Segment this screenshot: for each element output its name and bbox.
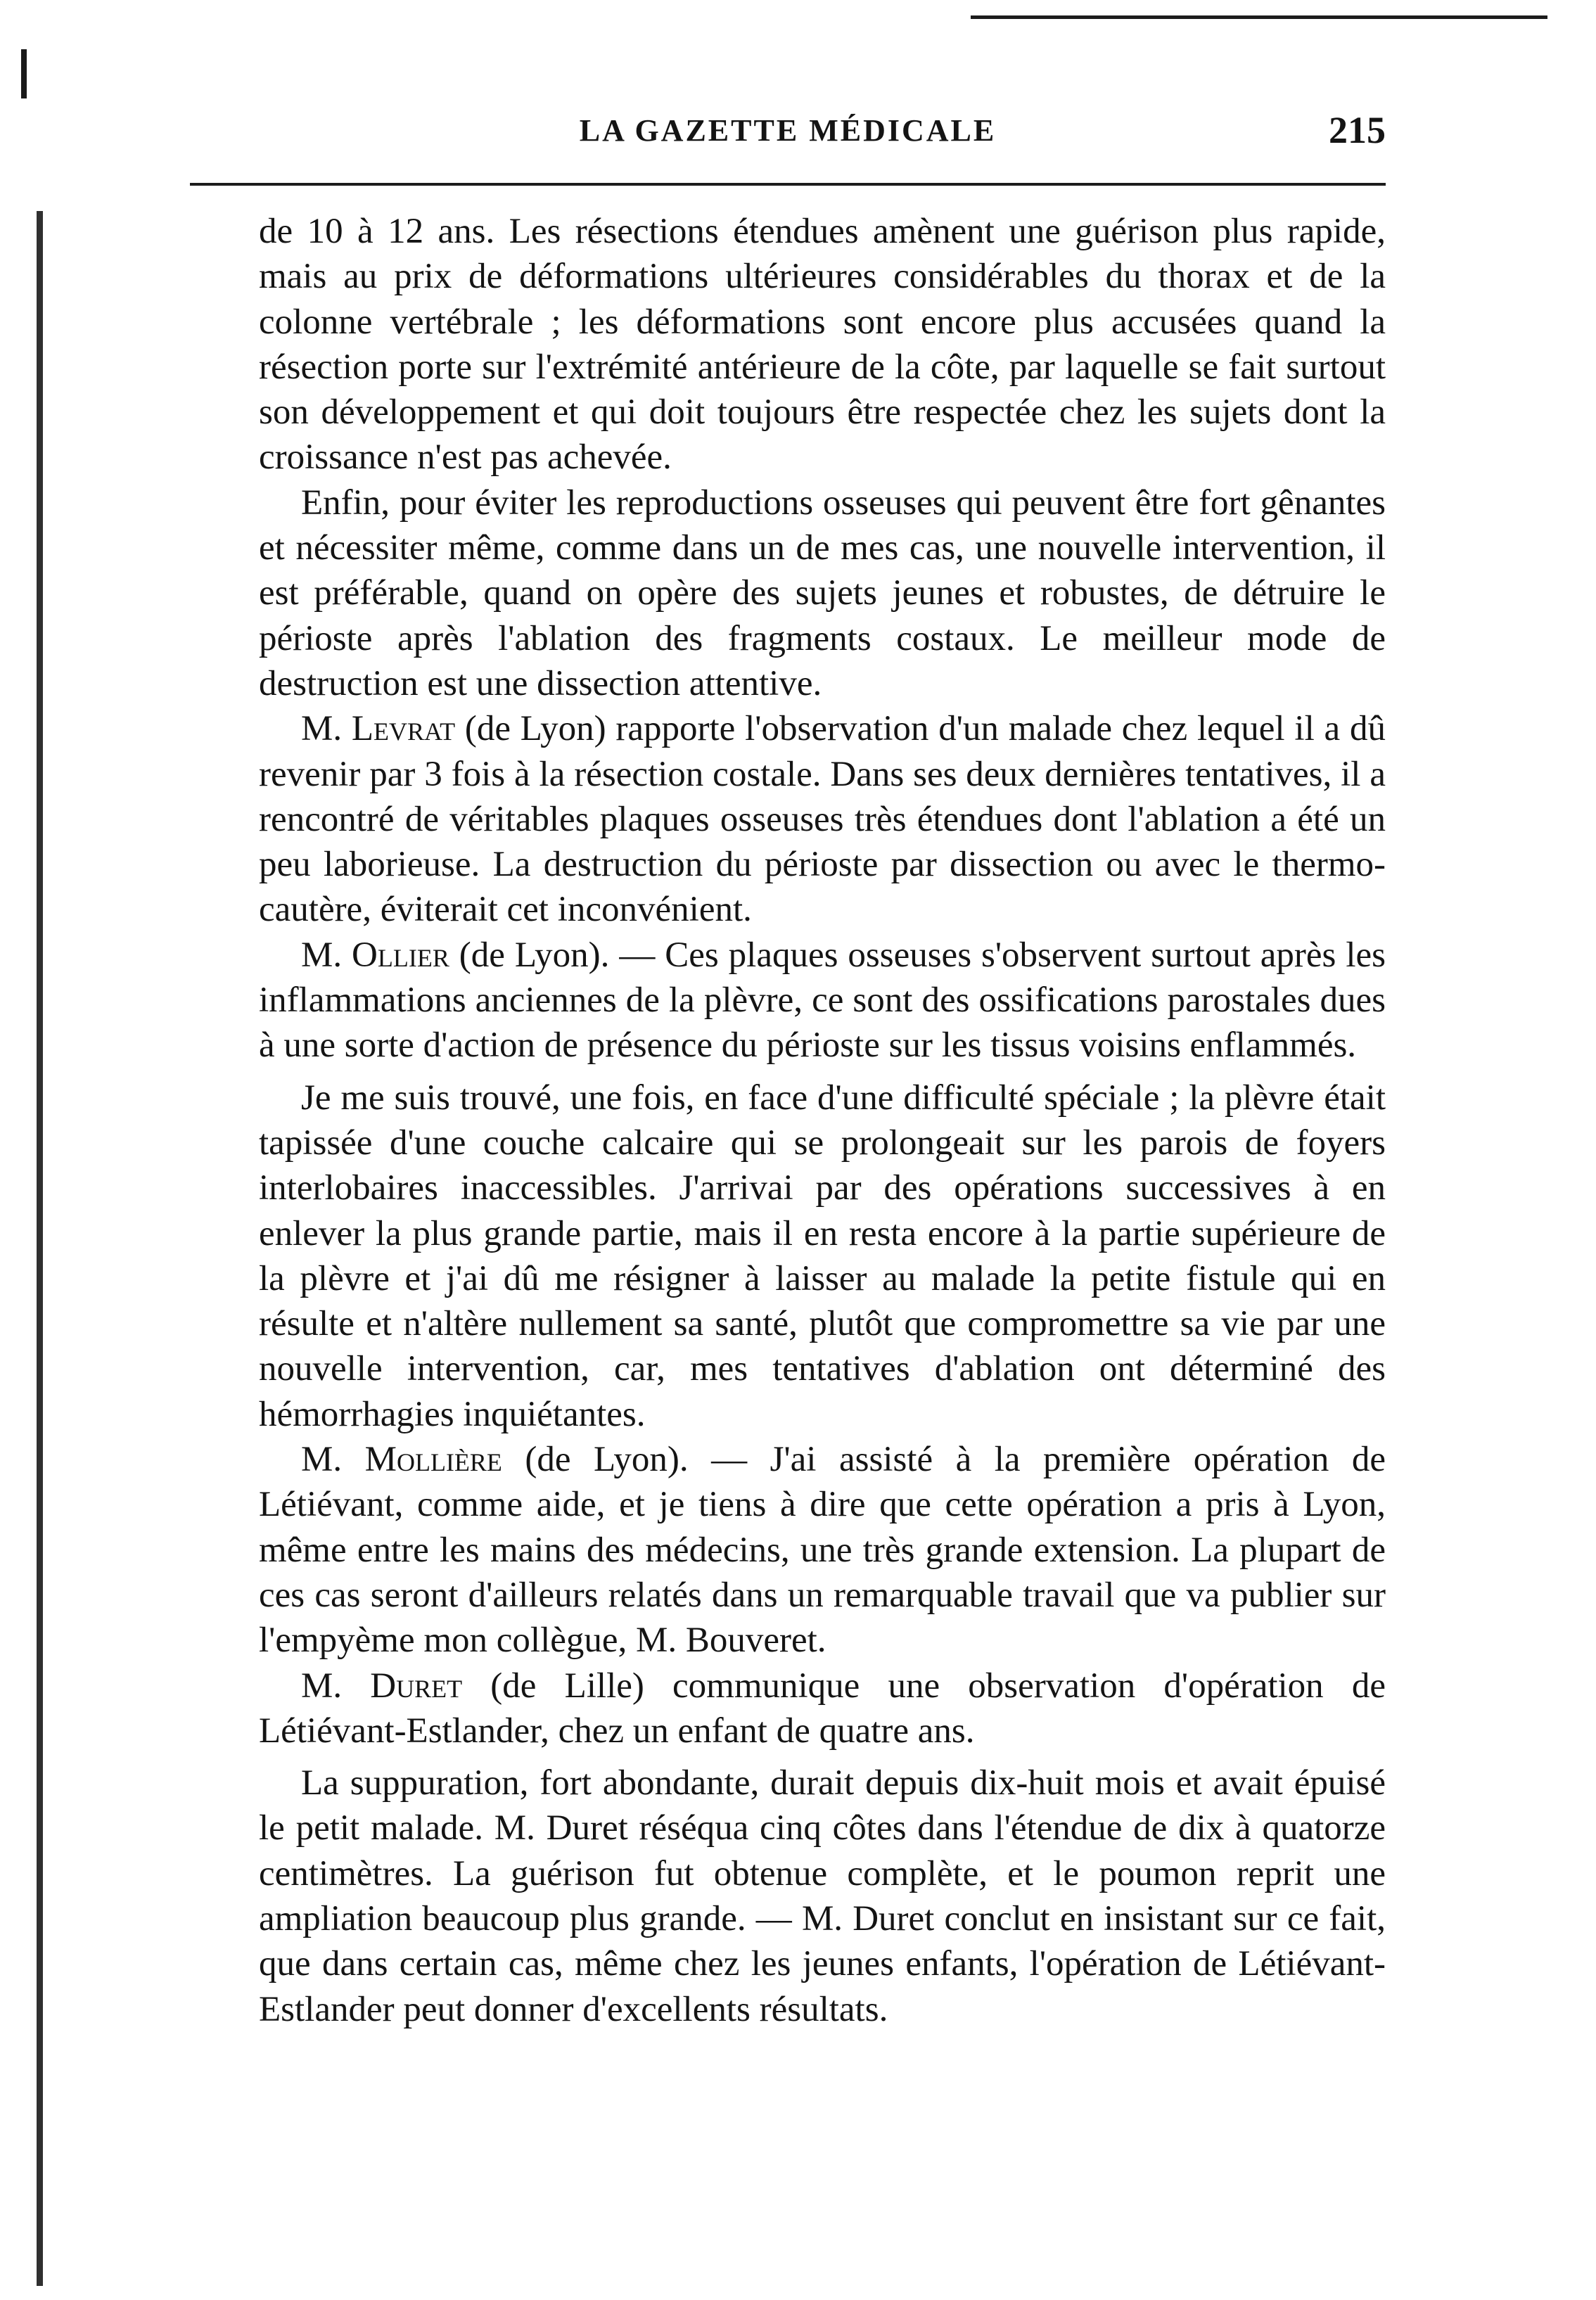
paragraph — [259, 1761, 1386, 2032]
article-body — [259, 209, 1386, 2032]
binding-mark — [21, 49, 27, 98]
speaker-paragraph — [259, 706, 1386, 932]
speaker-prefix: M. — [301, 935, 352, 975]
speaker-prefix: M. — [301, 709, 352, 749]
paragraph-text: (de Lyon). — J'ai assisté à la première opération de Létiévant, comme aide, et je tiens à dire que cette opération a pris à Lyon, même entre les mains des médecins, une très grande extension. La plupart de ces cas seront d'ailleurs relatés dans un remarquable travail que va publier sur l'empyème mon collègue, M. Bouveret. — [259, 1440, 1386, 1661]
paragraph-text: (de Lille) communique une observation d'opération de Létiévant-Estlander, chez un enfant de quatre ans. — [259, 1666, 1386, 1751]
speaker-prefix: M. — [301, 1666, 371, 1706]
speaker-paragraph — [259, 933, 1386, 1068]
speaker-paragraph — [259, 1437, 1386, 1663]
top-edge-rule — [971, 15, 1547, 19]
paragraph-text: La suppuration, fort abondante, durait depuis dix-huit mois et avait épuisé le petit malade. M. Duret réséqua cinq côtes dans l'étendue de dix à quatorze centimètres. La guérison fut obtenue complète, et le poumon reprit une ampliation beaucoup plus grande. — M. Duret conclut en insistant sur ce fait, que dans certain cas, même chez les jeunes enfants, l'opération de Létiévant-Estlander peut donner d'excellents résultats. — [259, 1763, 1386, 2029]
paragraph-text: de 10 à 12 ans. Les résections étendues amènent une guérison plus rapide, mais au prix de déformations ultérieures considérables du thorax et de la colonne vertébrale ; les déformations sont encore plus accusées quand la résection porte sur l'extrémité antérieure de la côte, par laquelle se fait surtout son développement et qui doit toujours être respectée chez les sujets dont la croissance n'est pas achevée. — [259, 212, 1386, 478]
speaker-prefix: M. — [301, 1440, 365, 1480]
header-rule — [190, 183, 1386, 186]
paragraph-text: (de Lyon). — Ces plaques osseuses s'observent surtout après les inflammations anciennes de la plèvre, ce sont des ossifications parostales dues à une sorte d'action de présence du périoste sur les tissus voisins enflammés. — [259, 935, 1386, 1066]
paragraph-text: Je me suis trouvé, une fois, en face d'une difficulté spéciale ; la plèvre était tapissée d'une couche calcaire qui se prolongeait sur les parois de foyers interlobaires inaccessibles. J'arrivai par des opérations successives à en enlever la plus grande partie, mais il en resta encore à la partie supérieure de la plèvre et j'ai dû me résigner à laisser au malade la petite fistule qui en résulte et n'altère nullement sa santé, plutôt que compromettre sa vie par une nouvelle intervention, car, mes tentatives d'ablation ont déterminé des hémorrhagies inquiétantes. — [259, 1078, 1386, 1434]
paragraph-continuation — [259, 209, 1386, 480]
paragraph — [259, 1075, 1386, 1437]
speaker-name: Duret — [370, 1666, 463, 1706]
speaker-paragraph — [259, 1663, 1386, 1754]
speaker-name: Levrat — [351, 709, 456, 749]
paragraph — [259, 480, 1386, 706]
paragraph-text: (de Lyon) rapporte l'observation d'un malade chez lequel il a dû revenir par 3 fois à la résection costale. Dans ses deux dernières tentatives, il a rencontré de véritables plaques osseuses très étendues dont l'ablation a été un peu laborieuse. La destruction du périoste par dissection ou avec le thermo-cautère, éviterait cet inconvénient. — [259, 709, 1386, 930]
page-number: 215 — [1329, 109, 1386, 151]
paragraph-text: Enfin, pour éviter les reproductions osseuses qui peuvent être fort gênantes et nécessiter même, comme dans un de mes cas, une nouvelle intervention, il est préférable, quand on opère des sujets jeunes et robustes, de détruire le périoste après l'ablation des fragments costaux. Le meilleur mode de destruction est une dissection attentive. — [259, 483, 1386, 703]
binding-edge-shadow — [37, 211, 43, 2286]
running-title: LA GAZETTE MÉDICALE — [579, 113, 997, 148]
speaker-name: Ollier — [352, 935, 449, 975]
speaker-name: Mollière — [364, 1440, 502, 1480]
